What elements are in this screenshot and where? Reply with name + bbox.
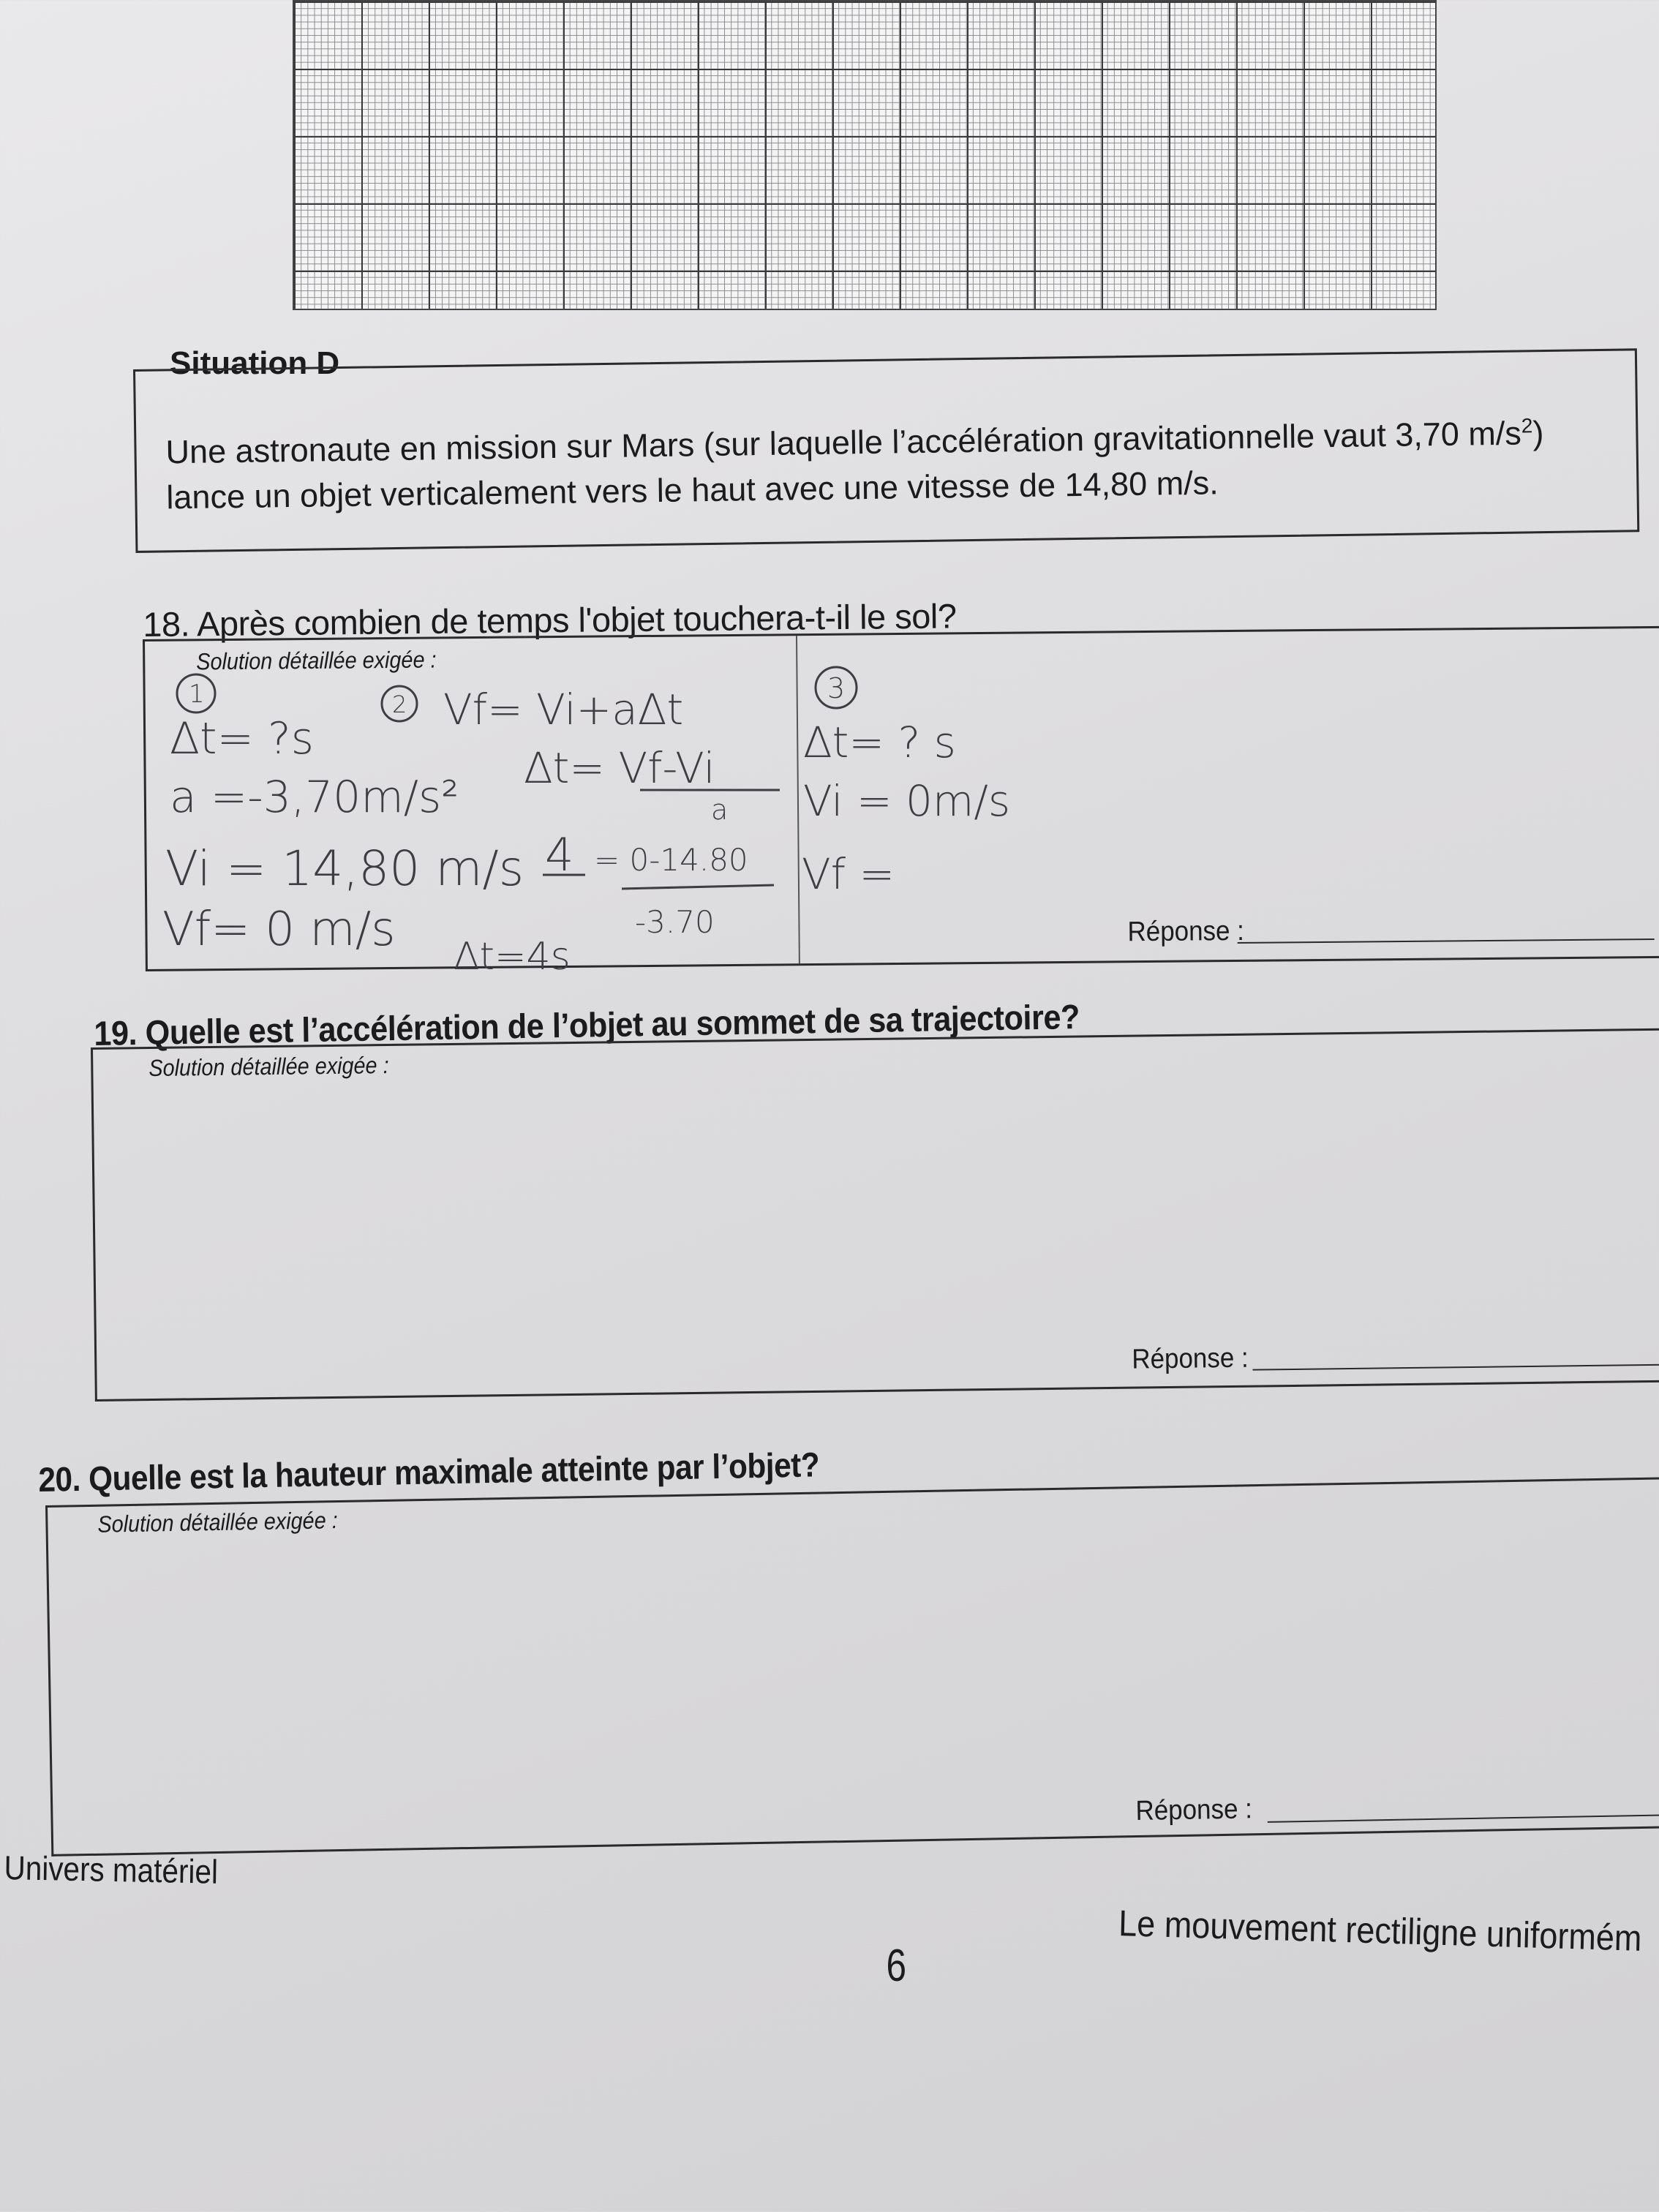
situation-text-main: Une astronaute en mission sur Mars (sur laquelle l’accélération gravitationnelle vaut 3,70 m/s	[165, 414, 1522, 471]
hand-rearranged: Δt= Vf-Vi	[524, 743, 715, 793]
hand-numerator: = 0-14.80	[594, 842, 748, 878]
question-20-title: 20. Quelle est la hauteur maximale atteinte par l’objet?	[38, 1445, 820, 1499]
hand-col3-delta-t: Δt= ? s	[803, 718, 956, 767]
answer-label: Réponse :	[1135, 1794, 1253, 1827]
question-20-answer-box[interactable]	[45, 1477, 1659, 1856]
hand-delta-t-result: Δt=4s	[454, 935, 571, 979]
question-19-answer-box[interactable]	[91, 1028, 1659, 1402]
answer-line[interactable]	[1252, 1364, 1659, 1371]
solution-label: Solution détaillée exigée :	[196, 646, 437, 675]
hand-step-1: 1	[189, 680, 205, 709]
footer-course-name: Univers matériel	[4, 1848, 219, 1891]
hand-delta-t: Δt= ?s	[170, 713, 315, 764]
situation-text-end: ) lance un objet verticalement vers le haut avec une vitesse de 14,80 m/s.	[166, 414, 1544, 516]
situation-title: Situation D	[170, 345, 340, 381]
hand-vi: Vi = 14,80 m/s	[165, 840, 524, 897]
answer-label: Réponse :	[1127, 915, 1245, 948]
hand-denominator-a: a	[711, 794, 729, 826]
hand-formula: Vf= Vi+aΔt	[443, 685, 684, 734]
hand-col3-vf: Vf =	[802, 849, 895, 899]
hand-acceleration: a =-3,70m/s²	[170, 772, 459, 823]
page-number: 6	[886, 1941, 907, 1991]
hand-step-2: 2	[392, 691, 407, 718]
answer-line[interactable]	[1268, 1814, 1659, 1822]
answer-label: Réponse :	[1132, 1342, 1249, 1375]
hand-denominator: -3.70	[635, 904, 715, 940]
footer-chapter-title: Le mouvement rectiligne uniformém	[1118, 1902, 1643, 1959]
situation-text-exponent: 2	[1521, 414, 1533, 437]
hand-col3-vi: Vi = 0m/s	[803, 776, 1011, 826]
hand-vf: Vf= 0 m/s	[162, 903, 396, 957]
solution-label: Solution détaillée exigée :	[97, 1507, 338, 1538]
question-18-title: 18. Après combien de temps l'objet touchera-t-il le sol?	[143, 596, 957, 644]
hand-step-3: 3	[827, 672, 846, 704]
solution-label: Solution détaillée exigée :	[148, 1052, 389, 1082]
question-19-title: 19. Quelle est l’accélération de l’objet au sommet de sa trajectoire?	[94, 996, 1080, 1053]
hand-result-four: 4	[545, 828, 574, 881]
